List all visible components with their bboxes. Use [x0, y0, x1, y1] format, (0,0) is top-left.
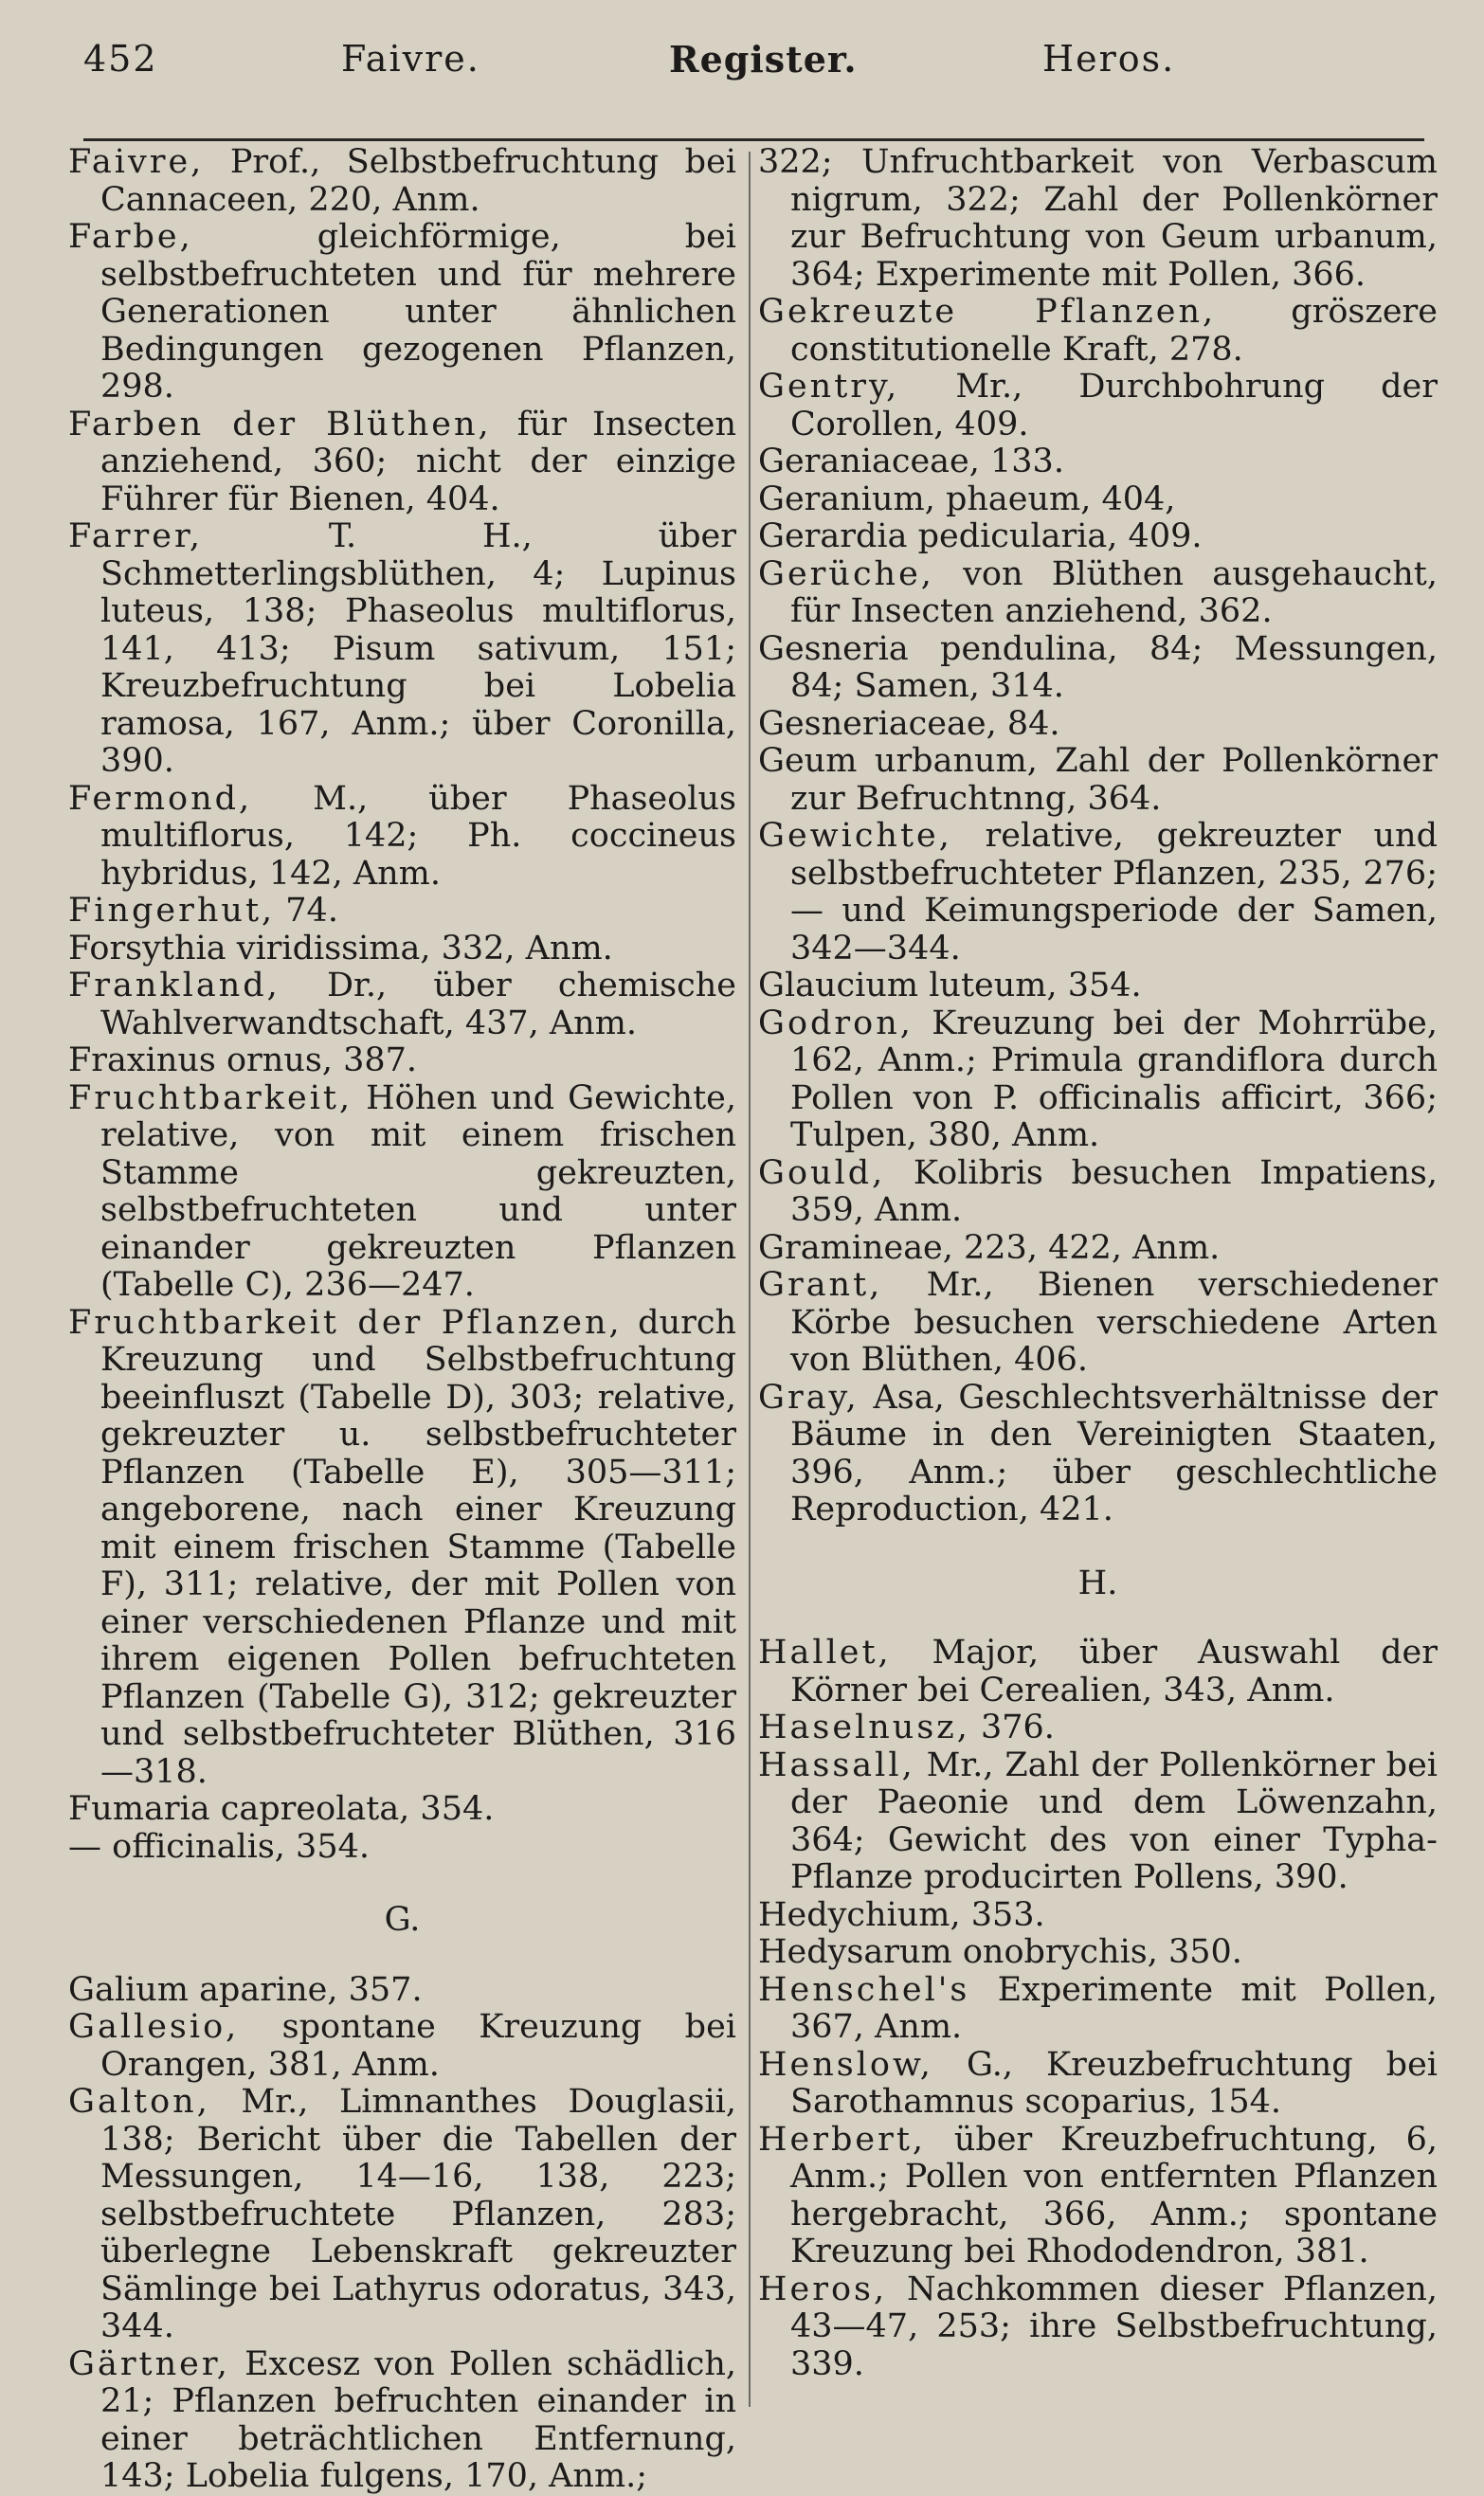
index-entry — [68, 931, 736, 968]
entry-text: M., über Phaseolus multiflorus, 142; Ph. coccineus hybridus, 142, Anm. — [100, 779, 736, 893]
index-entry — [68, 1972, 736, 2010]
index-entry — [758, 1747, 1438, 1897]
index-entry — [68, 1080, 736, 1305]
index-entry — [758, 144, 1438, 294]
right-column — [758, 144, 1438, 2383]
running-header — [0, 38, 1484, 95]
entry-text: Gesneria pendulina, 84; Messungen, 84; Samen, 314. — [758, 629, 1438, 705]
index-entry — [758, 518, 1438, 556]
entry-headword: Hallet, — [758, 1634, 892, 1672]
entry-headword: Fruchtbarkeit, — [68, 1078, 353, 1117]
header-last-entry: Heros. — [1042, 38, 1176, 80]
entry-headword: Farbe, — [68, 218, 193, 256]
header-first-entry: Faivre. — [341, 38, 480, 80]
index-entry — [68, 2346, 736, 2496]
index-entry — [68, 2084, 736, 2346]
entry-text: Mr., Zahl der Pollenkörner bei der Paeonie und dem Löwenzahn, 364; Gewicht des von einer Typha-Pflanze producirten Pollens, 390. — [790, 1745, 1438, 1896]
entry-text: Kolibris besuchen Impatiens, 359, Anm. — [790, 1153, 1438, 1229]
entry-text: T. H., über Schmetterlingsblüthen, 4; Lupinus luteus, 138; Phaseolus multiflorus, 141, 413; Pisum sativum, 151; Kreuzbefruchtung bei Lobelia ramosa, 167, Anm.; über Coronilla, 390. — [100, 517, 736, 780]
entry-text: Gesneriaceae, 84. — [758, 704, 1060, 743]
entry-text: für Insecten anziehend, 360; nicht der einzige Führer für Bienen, 404. — [100, 405, 736, 518]
entry-text: Hedysarum onobrychis, 350. — [758, 1933, 1242, 1971]
entry-headword: Grant, — [758, 1266, 883, 1304]
index-entry — [758, 2122, 1438, 2271]
index-entry — [68, 968, 736, 1042]
entry-headword: Hassall, — [758, 1745, 915, 1784]
index-group-g — [68, 1972, 736, 2496]
left-column — [68, 144, 736, 2496]
index-entry — [758, 294, 1438, 369]
index-entry — [68, 1042, 736, 1080]
header-title: Register. — [669, 38, 858, 81]
index-group-f — [68, 144, 736, 1866]
entry-text: Mr., Durchbohrung der Corollen, 409. — [790, 368, 1438, 443]
index-entry — [758, 1709, 1438, 1747]
header-rule — [83, 138, 1424, 141]
index-entry — [758, 369, 1438, 443]
entry-text: Glaucium luteum, 354. — [758, 967, 1142, 1004]
index-entry — [758, 743, 1438, 818]
index-entry — [68, 518, 736, 781]
index-entry — [68, 1791, 736, 1829]
entry-text: Forsythia viridissima, 332, Anm. — [68, 929, 613, 968]
entry-text: gleichförmige, bei selbstbefruchteten und für mehrere Generationen unter ähnlichen Bedingungen gezogenen Pflanzen, 298. — [100, 218, 736, 406]
index-entry — [758, 1897, 1438, 1935]
entry-headword: Farrer, — [68, 517, 203, 555]
index-entry — [758, 556, 1438, 631]
entry-text: Geraniaceae, 133. — [758, 443, 1064, 480]
entry-text: Geum urbanum, Zahl der Pollenkörner zur Befruchtnng, 364. — [758, 742, 1438, 818]
entry-text: G., Kreuzbefruchtung bei Sarothamnus scoparius, 154. — [790, 2045, 1438, 2121]
entry-headword: Gewichte, — [758, 817, 952, 855]
entry-headword: Gekreuzte Pflanzen, — [758, 293, 1217, 331]
section-heading-h: H. — [1077, 1564, 1118, 1602]
entry-text: — officinalis, 354. — [68, 1827, 370, 1866]
entry-text: relative, gekreuzter und selbstbefruchteter Pflanzen, 235, 276; — und Keimungsperiode der Samen, 342—344. — [790, 817, 1438, 968]
index-entry — [68, 2009, 736, 2084]
entry-text: Geranium, phaeum, 404, — [758, 479, 1176, 518]
entry-text: Gramineae, 223, 422, Anm. — [758, 1228, 1221, 1267]
entry-text: Gerardia pedicularia, 409. — [758, 517, 1203, 555]
entry-text: 376. — [969, 1709, 1055, 1746]
entry-text: Dr., über chemische Wahlverwandtschaft, 437, Anm. — [100, 967, 736, 1042]
index-entry — [758, 1934, 1438, 1972]
entry-headword: Haselnusz, — [758, 1709, 970, 1746]
entry-headword: Heros, — [758, 2270, 888, 2308]
entry-headword: Henslow, — [758, 2045, 933, 2084]
index-entry — [758, 1267, 1438, 1380]
index-entry — [758, 1005, 1438, 1155]
entry-headword: Fermond, — [68, 779, 253, 818]
entry-text: von Blüthen ausgehaucht, für Insecten anziehend, 362. — [790, 554, 1438, 630]
index-entry — [758, 631, 1438, 706]
entry-text: durch Kreuzung und Selbstbefruchtung beeinfluszt (Tabelle D), 303; relative, gekreuzter u. selbstbefruchteter Pflanzen (Tabelle E), 305—311; angeborene, nach einer Kreuzung mit einem frischen Stamme (Tabelle F), 311; relative, der mit Pollen von einer verschiedenen Pflanze und mit ihrem eigenen Pollen befruchteten Pflanzen (Tabelle G), 312; gekreuzter und selbstbefruchteter Blüthen, 316—318. — [100, 1303, 736, 1791]
entry-headword: Gould, — [758, 1153, 886, 1192]
index-entry — [758, 443, 1438, 481]
entry-text: Nachkommen dieser Pflanzen, 43—47, 253; ihre Selbstbefruchtung, 339. — [790, 2270, 1438, 2383]
entry-text: Fumaria capreolata, 354. — [68, 1790, 495, 1828]
index-entry — [758, 1230, 1438, 1268]
entry-text: Excesz von Pollen schädlich, 21; Pflanzen befruchten einander in einer beträchtlichen Entfernung, 143; Lobelia fulgens, 170, Anm.; — [100, 2344, 736, 2495]
index-group-g-continued — [758, 144, 1438, 1529]
entry-headword: Faivre, — [68, 143, 205, 181]
index-entry — [758, 1155, 1438, 1230]
entry-text: Kreuzung bei der Mohrrübe, 162, Anm.; Primula grandiflora durch Pollen von P. officinalis afficirt, 366; Tulpen, 380, Anm. — [790, 1004, 1438, 1154]
index-entry — [68, 219, 736, 407]
entry-headword: Godron, — [758, 1004, 914, 1042]
entry-text: Galium aparine, 357. — [68, 1970, 423, 2009]
entry-text: Experimente mit Pollen, 367, Anm. — [790, 1970, 1438, 2046]
entry-text: spontane Kreuzung bei Orangen, 381, Anm. — [100, 2008, 736, 2084]
entry-headword: Frankland, — [68, 967, 281, 1004]
entry-headword: Fingerhut, — [68, 892, 276, 930]
entry-text: 74. — [275, 892, 338, 930]
index-entry — [758, 481, 1438, 519]
entry-text: Mr., Limnanthes Douglasii, 138; Bericht über die Tabellen der Messungen, 14—16, 138, 223; selbstbefruchtete Pflanzen, 283; überlegne Lebenskraft gekreuzter Sämlinge bei Lathyrus odoratus, 343, 344. — [100, 2083, 736, 2345]
entry-headword: Gerüche, — [758, 554, 934, 593]
index-entry — [68, 407, 736, 519]
entry-headword: Fruchtbarkeit der Pflanzen, — [68, 1303, 623, 1342]
entry-headword: Gärtner, — [68, 2344, 230, 2383]
index-entry — [758, 1635, 1438, 1709]
entry-headword: Henschel's — [758, 1970, 970, 2009]
entry-text: gröszere constitutionelle Kraft, 278. — [790, 293, 1438, 369]
index-entry — [758, 2271, 1438, 2384]
entry-headword: Gentry, — [758, 368, 900, 406]
entry-text: Hedychium, 353. — [758, 1895, 1045, 1934]
page-number: 452 — [83, 38, 158, 80]
index-group-h — [758, 1635, 1438, 2383]
entry-headword: Herbert, — [758, 2120, 927, 2159]
entry-text: Höhen und Gewichte, relative, von mit einem frischen Stamme gekreuzten, selbstbefruchteten und unter einander gekreuzten Pflanzen (Tabelle C), 236—247. — [100, 1078, 736, 1304]
entry-headword: Galton, — [68, 2083, 210, 2121]
entry-headword: Gray, — [758, 1378, 860, 1417]
index-entry — [758, 1972, 1438, 2047]
entry-headword: Farben der Blüthen, — [68, 405, 492, 443]
index-entry — [758, 818, 1438, 968]
entry-text: 322; Unfruchtbarkeit von Verbascum nigrum, 322; Zahl der Pollenkörner zur Befruchtung von Geum urbanum, 364; Experimente mit Pollen, 366. — [758, 143, 1438, 294]
index-entry — [758, 2047, 1438, 2122]
index-entry — [758, 968, 1438, 1005]
index-entry — [68, 1829, 736, 1867]
entry-text: Mr., Bienen verschiedener Körbe besuchen verschiedene Arten von Blüthen, 406. — [790, 1266, 1438, 1379]
entry-text: Prof., Selbstbefruchtung bei Cannaceen, 220, Anm. — [100, 143, 736, 219]
index-entry — [758, 1380, 1438, 1529]
entry-text: Fraxinus ornus, 387. — [68, 1041, 418, 1079]
column-divider — [749, 152, 751, 2407]
entry-text: über Kreuzbefruchtung, 6, Anm.; Pollen von entfernten Pflanzen hergebracht, 366, Anm.; spontane Kreuzung bei Rhododendron, 381. — [790, 2120, 1438, 2270]
index-entry — [68, 1305, 736, 1792]
section-heading-g: G. — [384, 1901, 421, 1939]
index-entry — [68, 781, 736, 894]
index-entry — [68, 893, 736, 931]
index-entry — [758, 706, 1438, 744]
entry-text: Asa, Geschlechtsverhältnisse der Bäume in den Vereinigten Staaten, 396, Anm.; über geschlechtliche Reproduction, 421. — [790, 1378, 1438, 1528]
index-entry — [68, 144, 736, 219]
entry-text: Major, über Auswahl der Körner bei Cerealien, 343, Anm. — [790, 1634, 1438, 1709]
entry-headword: Gallesio, — [68, 2008, 240, 2046]
